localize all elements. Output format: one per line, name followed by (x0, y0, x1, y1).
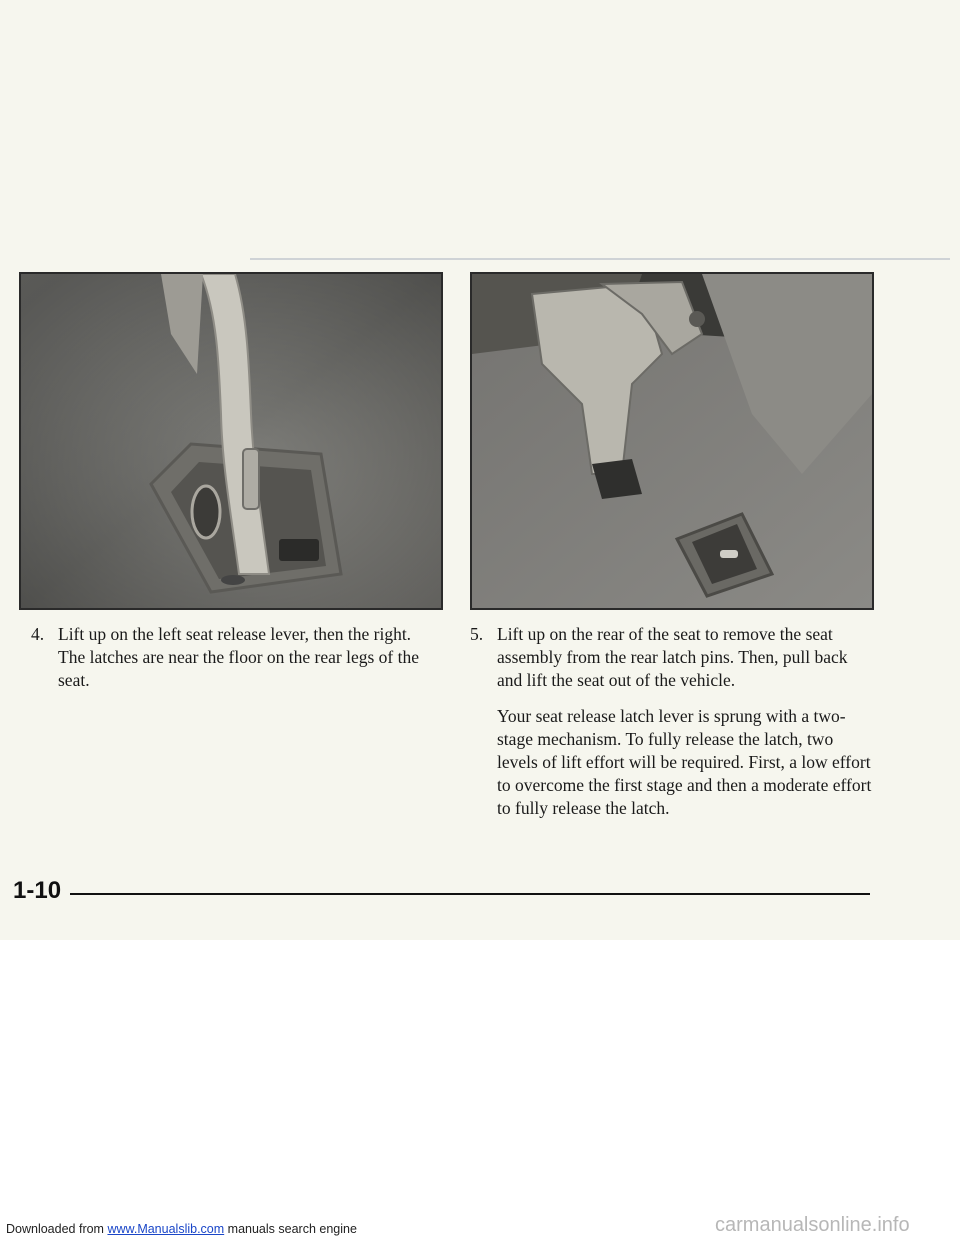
footer-suffix: manuals search engine (227, 1222, 357, 1236)
step-4 (31, 623, 436, 692)
bottom-divider (70, 893, 870, 895)
step-4-text: Lift up on the left seat release lever, then the right. The latches are near the floor on the rear legs of the seat. (58, 624, 420, 690)
top-divider (250, 258, 950, 260)
step-5 (470, 623, 875, 692)
page-number: 1-10 (13, 877, 62, 904)
latch-note-paragraph: Your seat release latch lever is sprung with a two-stage mechanism. To fully release the latch, two levels of lift effort will be required. First, a low effort to overcome the first stage and then a moderate effort to fully release the latch. (497, 706, 872, 818)
rear-latch-pin-photo (470, 272, 874, 610)
seat-latch-lever-photo (19, 272, 443, 610)
step-4-number: 4. (31, 624, 45, 644)
download-footer (6, 1222, 357, 1236)
footer-prefix: Downloaded from (6, 1222, 104, 1236)
manualslib-link[interactable]: www.Manualslib.com (107, 1222, 225, 1236)
step-5-number: 5. (470, 624, 484, 644)
watermark-text: carmanualsonline.info (715, 1214, 910, 1236)
step-5-text: Lift up on the rear of the seat to remove the seat assembly from the rear latch pins. Then, pull back and lift the seat out of the vehicle. (497, 624, 848, 690)
